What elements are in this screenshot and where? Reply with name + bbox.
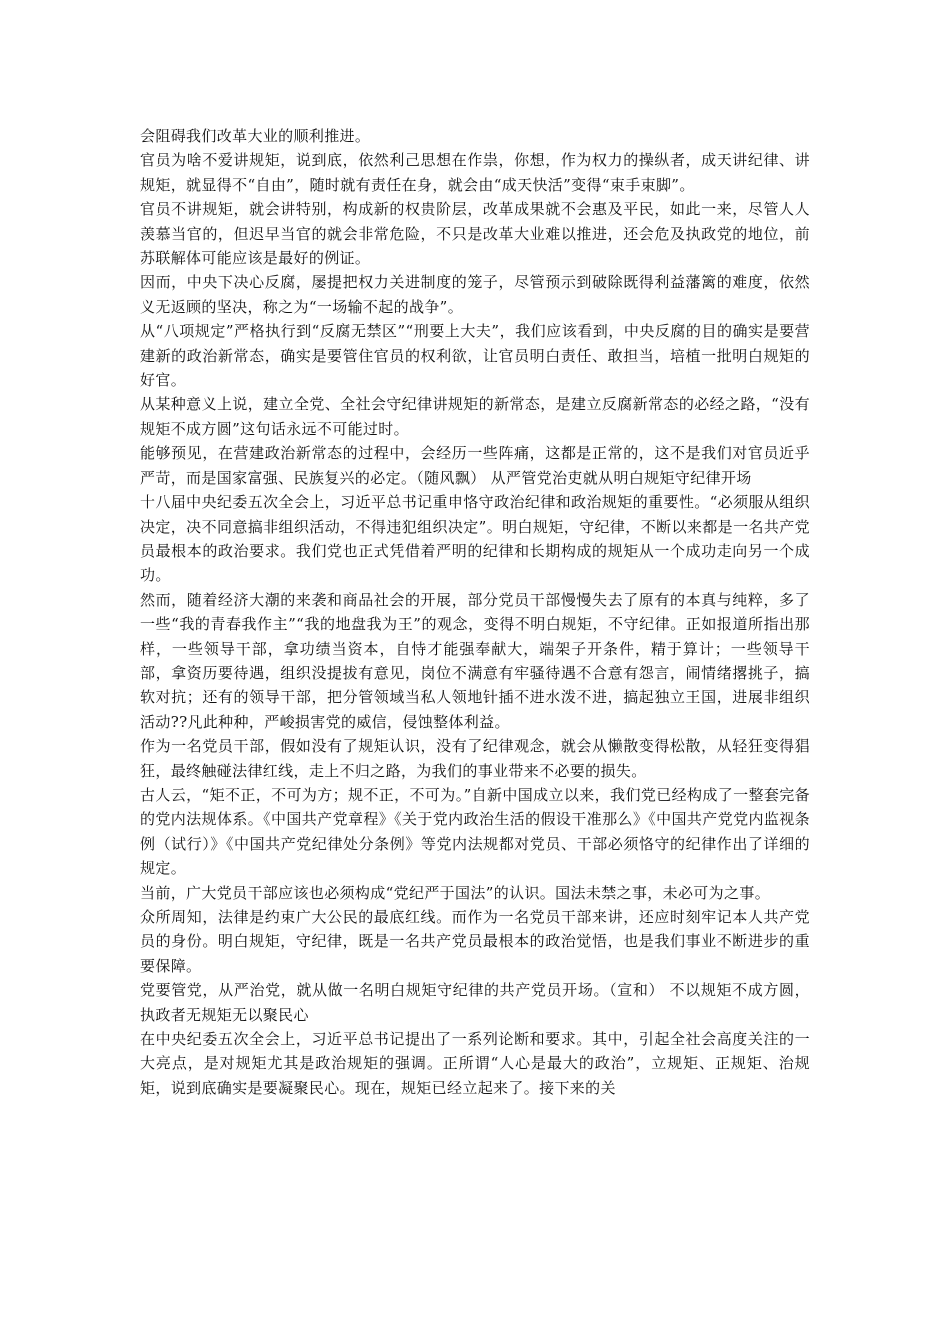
paragraph: 官员不讲规矩，就会讲特别，构成新的权贵阶层，改革成果就不会惠及平民，如此一来，尽管人人羡慕当官的，但迟早当官的就会非常危险，不只是改革大业难以推进，还会危及执政党的地位，前苏联解体可能应该是最好的例证。 bbox=[140, 200, 810, 268]
paragraph: 然而，随着经济大潮的来袭和商品社会的开展，部分党员干部慢慢失去了原有的本真与纯粹，多了一些“我的青春我作主”“我的地盘我为王”的观念，变得不明白规矩，不守纪律。正如报道所指出那样，一些领导干部，拿功绩当资本，自恃才能强奉献大，端架子开条件，精于算计；一些领导干部，拿资历要待遇，组织没提拔有意见，岗位不满意有牢骚待遇不合意有怨言，闹情绪撂挑子，搞软对抗；还有的领导干部，把分管领域当私人领地针插不进水泼不进，搞起独立王国，进展非组织活动??凡此种种，严峻损害党的威信，侵蚀整体利益。 bbox=[140, 590, 810, 731]
paragraph: 能够预见，在营建政治新常态的过程中，会经历一些阵痛，这都是正常的，这不是我们对官员近乎严苛，而是国家富强、民族复兴的必定。（随风飘） 从严管党治吏就从明白规矩守纪律开场 bbox=[140, 444, 810, 487]
paragraph: 党要管党，从严治党，就从做一名明白规矩守纪律的共产党员开场。（宣和） 不以规矩不成方圆，执政者无规矩无以聚民心 bbox=[140, 981, 810, 1024]
paragraph: 官员为啥不爱讲规矩，说到底，依然利己思想在作祟，你想，作为权力的操纵者，成天讲纪律、讲规矩，就显得不“自由”，随时就有责任在身，就会由“成天快活”变得“束手束脚”。 bbox=[140, 151, 810, 194]
document-body bbox=[140, 124, 810, 1100]
paragraph: 当前，广大党员干部应该也必须构成“党纪严于国法”的认识。国法未禁之事，未必可为之事。 bbox=[140, 883, 771, 902]
paragraph: 在中央纪委五次全会上，习近平总书记提出了一系列论断和要求。其中，引起全社会高度关注的一大亮点，是对规矩尤其是政治规矩的强调。正所谓“人心是最大的政治”，立规矩、正规矩、治规矩，说到底确实是要凝聚民心。现在，规矩已经立起来了。接下来的关 bbox=[140, 1030, 810, 1097]
paragraph: 古人云，“矩不正，不可为方；规不正，不可为。”自新中国成立以来，我们党已经构成了一整套完备的党内法规体系。《中国共产党章程》《关于党内政治生活的假设干准那么》《中国共产党党内监视条例（试行）》《中国共产党纪律处分条例》等党内法规都对党员、干部必须恪守的纪律作出了详细的规定。 bbox=[140, 785, 810, 878]
paragraph: 从某种意义上说，建立全党、全社会守纪律讲规矩的新常态，是建立反腐新常态的必经之路，“没有规矩不成方圆”这句话永远不可能过时。 bbox=[140, 395, 810, 438]
paragraph: 从“八项规定”严格执行到“反腐无禁区”“刑要上大夫”，我们应该看到，中央反腐的目的确实是要营建新的政治新常态，确实是要管住官员的权利欲，让官员明白责任、敢担当，培植一批明白规矩的好官。 bbox=[140, 322, 810, 390]
paragraph: 十八届中央纪委五次全会上，习近平总书记重申恪守政治纪律和政治规矩的重要性。“必须服从组织决定，决不同意搞非组织活动，不得违犯组织决定”。明白规矩，守纪律，不断以来都是一名共产党员最根本的政治要求。我们党也正式凭借着严明的纪律和长期构成的规矩从一个成功走向另一个成功。 bbox=[140, 493, 810, 585]
paragraph: 会阻碍我们改革大业的顺利推进。 bbox=[140, 127, 371, 145]
paragraph: 众所周知，法律是约束广大公民的最底红线。而作为一名党员干部来讲，还应时刻牢记本人共产党员的身份。明白规矩，守纪律，既是一名共产党员最根本的政治觉悟，也是我们事业不断进步的重要保障。 bbox=[140, 908, 810, 975]
paragraph: 作为一名党员干部，假如没有了规矩认识，没有了纪律观念，就会从懒散变得松散，从轻狂变得猖狂，最终触碰法律红线，走上不归之路，为我们的事业带来不必要的损失。 bbox=[140, 737, 810, 780]
paragraph: 因而，中央下决心反腐，屡提把权力关进制度的笼子，尽管预示到破除既得利益藩篱的难度，依然义无返顾的坚决，称之为“一场输不起的战争”。 bbox=[140, 273, 810, 316]
